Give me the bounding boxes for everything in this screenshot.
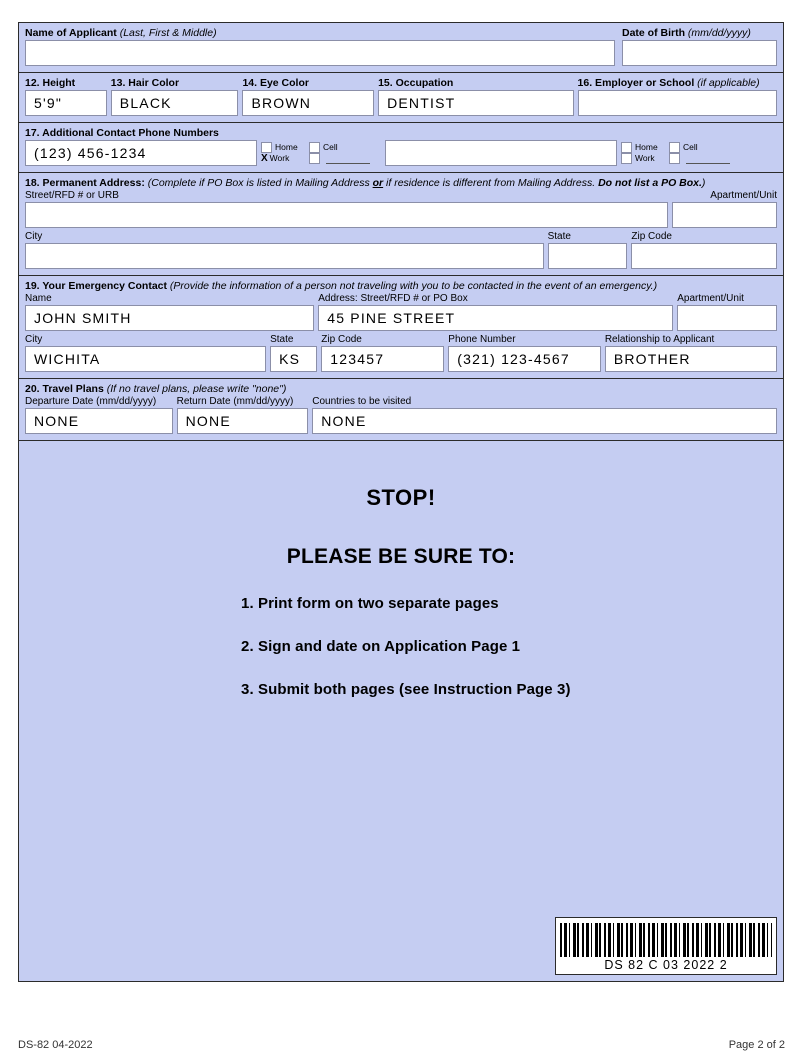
emergency-address-input[interactable]: 45 PINE STREET — [318, 305, 673, 331]
emergency-phone-input[interactable]: (321) 123-4567 — [448, 346, 601, 372]
dob-label-text: Date of Birth — [622, 27, 685, 39]
emergency-apartment-input[interactable] — [677, 305, 777, 331]
permanent-address-hint-bold: Do not list a PO Box. — [598, 177, 702, 189]
permanent-address-hint-a: (Complete if PO Box is listed in Mailing Address — [147, 177, 373, 189]
permanent-zip-label: Zip Code — [631, 231, 672, 242]
permanent-zip-input[interactable] — [631, 243, 777, 269]
permanent-apartment-input[interactable] — [672, 202, 777, 228]
countries-input[interactable]: NONE — [312, 408, 777, 434]
stop-item-1: 1. Print form on two separate pages — [241, 595, 499, 612]
phone2-home-label: Home — [635, 142, 658, 152]
phone1-cell-checkbox-row[interactable] — [309, 142, 381, 153]
emergency-relationship-label: Relationship to Applicant — [604, 334, 715, 345]
hair-color-input[interactable]: BLACK — [111, 90, 239, 116]
section-applicant-name — [19, 23, 783, 73]
return-date-label — [177, 396, 309, 408]
occupation-label: 15. Occupation — [378, 77, 454, 89]
permanent-address-hint-b: if residence is different from Mailing Address. — [383, 177, 599, 189]
phone1-home-checkbox-row[interactable] — [261, 142, 301, 153]
permanent-city-input[interactable] — [25, 243, 544, 269]
phone-section-label: 17. Additional Contact Phone Numbers — [25, 127, 219, 139]
section-travel-plans — [19, 379, 783, 441]
phone2-cell-checkbox[interactable] — [669, 142, 680, 153]
name-of-applicant-input[interactable] — [25, 40, 615, 66]
phone1-cell-checkbox[interactable] — [309, 142, 320, 153]
phone1-home-label: Home — [275, 142, 298, 152]
page-number-label: Page 2 of 2 — [728, 1039, 785, 1051]
page-footer — [18, 1039, 785, 1051]
stop-subtitle: PLEASE BE SURE TO: — [286, 545, 516, 568]
section-emergency-contact — [19, 276, 783, 379]
phone1-work-checkmark: X — [261, 153, 268, 164]
employer-label — [578, 77, 777, 90]
employer-label-hint: (if applicable) — [697, 77, 760, 89]
height-label: 12. Height — [25, 77, 76, 89]
employer-label-text: 16. Employer or School — [577, 77, 695, 89]
permanent-address-label — [25, 177, 777, 190]
permanent-city-label: City — [25, 231, 43, 242]
height-input[interactable]: 5'9" — [25, 90, 107, 116]
return-date-label-text: Return Date — [176, 396, 231, 407]
occupation-input[interactable]: DENTIST — [378, 90, 573, 116]
phone2-cell-label: Cell — [683, 142, 698, 152]
phone1-other-line — [326, 154, 370, 164]
stop-title: STOP! — [366, 485, 436, 510]
permanent-street-input[interactable] — [25, 202, 668, 228]
departure-date-input[interactable]: NONE — [25, 408, 173, 434]
emergency-contact-label — [25, 280, 777, 293]
phone-number-2-input[interactable] — [385, 140, 617, 166]
phone2-work-label: Work — [635, 153, 655, 163]
phone2-work-checkbox[interactable] — [621, 153, 632, 164]
emergency-city-label: City — [25, 334, 43, 345]
emergency-relationship-input[interactable]: BROTHER — [605, 346, 777, 372]
emergency-zip-label: Zip Code — [321, 334, 362, 345]
form-id-label: DS-82 04-2022 — [18, 1039, 93, 1051]
phone2-home-checkbox[interactable] — [621, 142, 632, 153]
permanent-address-hint-or: or — [372, 177, 384, 189]
phone2-home-checkbox-row[interactable] — [621, 142, 661, 153]
emergency-city-input[interactable]: WICHITA — [25, 346, 266, 372]
name-label-text: Name of Applicant — [25, 27, 117, 39]
phone1-other-row[interactable] — [309, 153, 381, 164]
phone1-other-checkbox[interactable] — [309, 153, 320, 164]
permanent-address-label-text: 18. Permanent Address: — [25, 177, 145, 189]
barcode-block — [555, 917, 777, 975]
departure-date-label-text: Departure Date — [25, 396, 94, 407]
permanent-state-input[interactable] — [548, 243, 628, 269]
phone1-home-checkbox[interactable] — [261, 142, 272, 153]
stop-item-2: 2. Sign and date on Application Page 1 — [241, 638, 521, 655]
emergency-state-label: State — [270, 334, 294, 345]
section-permanent-address — [19, 173, 783, 276]
phone1-cell-label: Cell — [323, 142, 338, 152]
emergency-name-label: Name — [25, 293, 52, 304]
name-label-hint: (Last, First & Middle) — [119, 27, 217, 39]
phone2-work-checkbox-row[interactable] — [621, 153, 661, 164]
emergency-state-input[interactable]: KS — [270, 346, 317, 372]
phone2-other-row[interactable] — [669, 153, 741, 164]
emergency-address-label: Address: Street/RFD # or PO Box — [318, 293, 468, 304]
emergency-contact-label-text: 19. Your Emergency Contact — [25, 280, 167, 292]
phone2-other-line — [686, 154, 730, 164]
eye-color-label: 14. Eye Color — [242, 77, 309, 89]
phone1-work-checkbox-row[interactable] — [261, 153, 301, 164]
stop-item-3: 3. Submit both pages (see Instruction Page 3) — [241, 681, 571, 698]
barcode-text: DS 82 C 03 2022 2 — [604, 958, 728, 972]
hair-color-label: 13. Hair Color — [110, 77, 180, 89]
phone2-cell-checkbox-row[interactable] — [669, 142, 741, 153]
return-date-input[interactable]: NONE — [177, 408, 309, 434]
permanent-street-label: Street/RFD # or URB — [25, 190, 119, 201]
departure-date-label — [25, 396, 173, 408]
travel-plans-label — [25, 383, 777, 396]
section-physical-description — [19, 73, 783, 123]
departure-date-hint: (mm/dd/yyyy) — [96, 396, 157, 407]
section-stop-notice — [19, 441, 783, 981]
employer-input[interactable] — [578, 90, 777, 116]
phone2-other-checkbox[interactable] — [669, 153, 680, 164]
emergency-apartment-label: Apartment/Unit — [677, 293, 744, 304]
travel-plans-hint: (If no travel plans, please write "none") — [106, 383, 287, 395]
date-of-birth-input[interactable] — [622, 40, 777, 66]
emergency-name-input[interactable]: JOHN SMITH — [25, 305, 314, 331]
permanent-address-hint-c: ) — [701, 177, 706, 189]
dob-label-hint: (mm/dd/yyyy) — [687, 27, 751, 39]
phone1-work-label: Work — [269, 153, 290, 163]
emergency-contact-hint: (Provide the information of a person not traveling with you to be contacted in the event of an emergency.) — [169, 280, 658, 292]
emergency-phone-label: Phone Number — [448, 334, 516, 345]
passport-renewal-form — [18, 22, 784, 982]
section-contact-phone-numbers — [19, 123, 783, 173]
eye-color-input[interactable]: BROWN — [242, 90, 374, 116]
name-of-applicant-label — [25, 27, 615, 40]
permanent-apartment-label: Apartment/Unit — [710, 190, 777, 201]
countries-label: Countries to be visited — [312, 396, 412, 407]
emergency-zip-input[interactable]: 123457 — [321, 346, 444, 372]
barcode-icon — [560, 923, 772, 957]
date-of-birth-label — [622, 27, 777, 40]
return-date-hint: (mm/dd/yyyy) — [233, 396, 294, 407]
phone-number-1-input[interactable]: (123) 456-1234 — [25, 140, 257, 166]
permanent-state-label: State — [547, 231, 571, 242]
travel-plans-label-text: 20. Travel Plans — [25, 383, 104, 395]
